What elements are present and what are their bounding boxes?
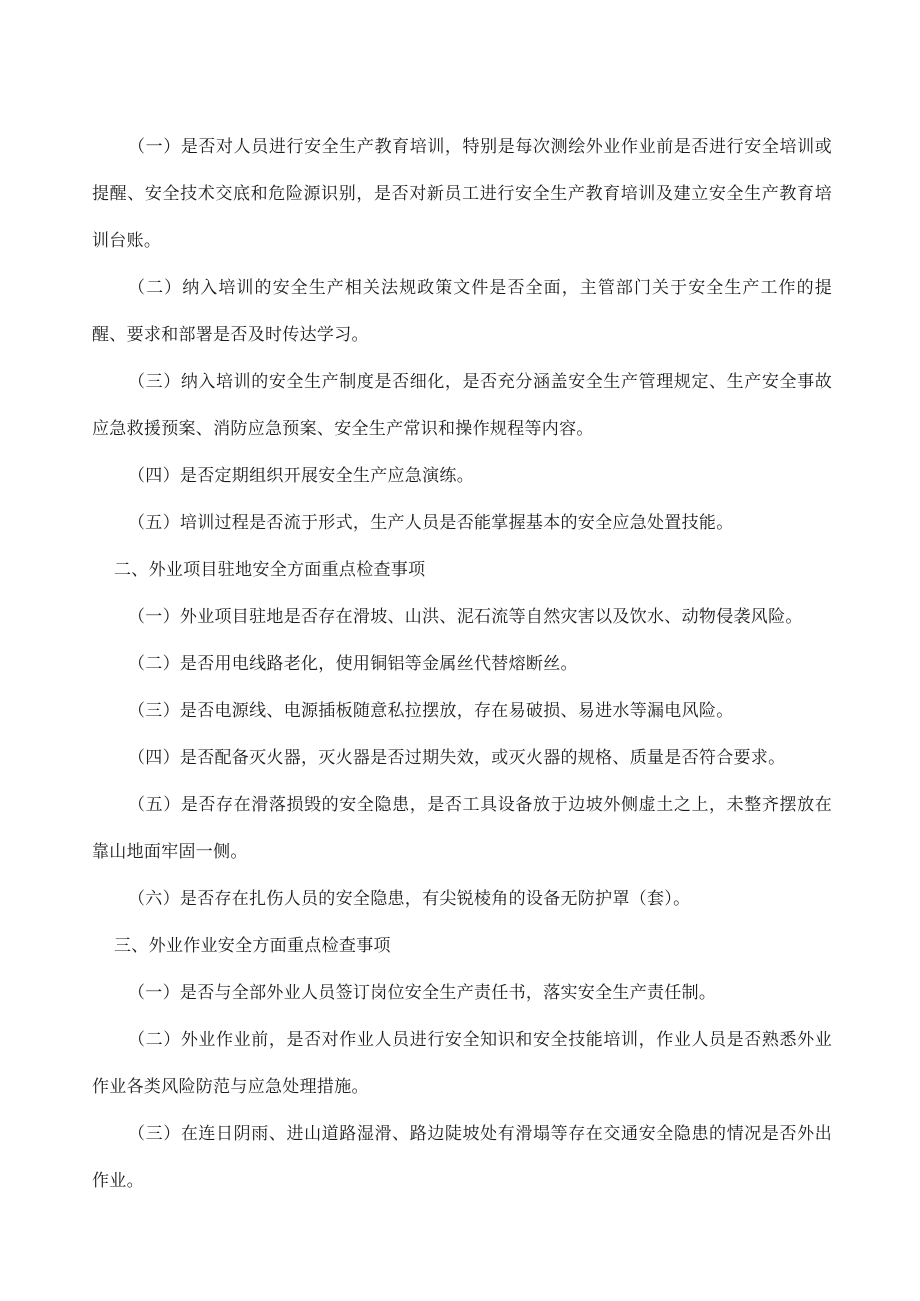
paragraph-1-1: （一）是否对人员进行安全生产教育培训，特别是每次测绘外业作业前是否进行安全培训或提醒、安全技术交底和危险源识别，是否对新员工进行安全生产教育培训及建立安全生产教育培训台账。 (92, 137, 832, 251)
paragraph-2-5: （五）是否存在滑落损毁的安全隐患，是否工具设备放于边坡外侧虚土之上，未整齐摆放在靠山地面牢固一侧。 (92, 795, 832, 862)
paragraph-2-6: （六）是否存在扎伤人员的安全隐患，有尖锐棱角的设备无防护罩（套）。 (128, 889, 691, 909)
paragraph-1-4: （四）是否定期组织开展安全生产应急演练。 (128, 466, 474, 486)
paragraph-2-2: （二）是否用电线路老化，使用铜铝等金属丝代替熔断丝。 (128, 654, 578, 674)
paragraph-3-3: （三）在连日阴雨、进山道路湿滑、路边陡坡处有滑塌等存在交通安全隐患的情况是否外出作业。 (92, 1124, 832, 1191)
paragraph-2-3: （三）是否电源线、电源插板随意私拉摆放，存在易破损、易进水等漏电风险。 (128, 701, 734, 721)
paragraph-2-1: （一）外业项目驻地是否存在滑坡、山洪、泥石流等自然灾害以及饮水、动物侵袭风险。 (128, 607, 803, 627)
paragraph-2-4: （四）是否配备灭火器，灭火器是否过期失效，或灭火器的规格、质量是否符合要求。 (128, 748, 786, 768)
section-heading-3: 三、外业作业安全方面重点检查事项 (114, 936, 391, 956)
paragraph-3-2: （二）外业作业前，是否对作业人员进行安全知识和安全技能培训，作业人员是否熟悉外业作业各类风险防范与应急处理措施。 (92, 1030, 832, 1097)
paragraph-3-1: （一）是否与全部外业人员签订岗位安全生产责任书，落实安全生产责任制。 (128, 983, 717, 1003)
paragraph-1-3: （三）纳入培训的安全生产制度是否细化，是否充分涵盖安全生产管理规定、生产安全事故应急救援预案、消防应急预案、安全生产常识和操作规程等内容。 (92, 372, 832, 439)
section-heading-2: 二、外业项目驻地安全方面重点检查事项 (114, 560, 426, 580)
document-body (92, 124, 832, 1205)
paragraph-1-2: （二）纳入培训的安全生产相关法规政策文件是否全面，主管部门关于安全生产工作的提醒、要求和部署是否及时传达学习。 (92, 278, 832, 345)
paragraph-1-5: （五）培训过程是否流于形式，生产人员是否能掌握基本的安全应急处置技能。 (128, 513, 734, 533)
